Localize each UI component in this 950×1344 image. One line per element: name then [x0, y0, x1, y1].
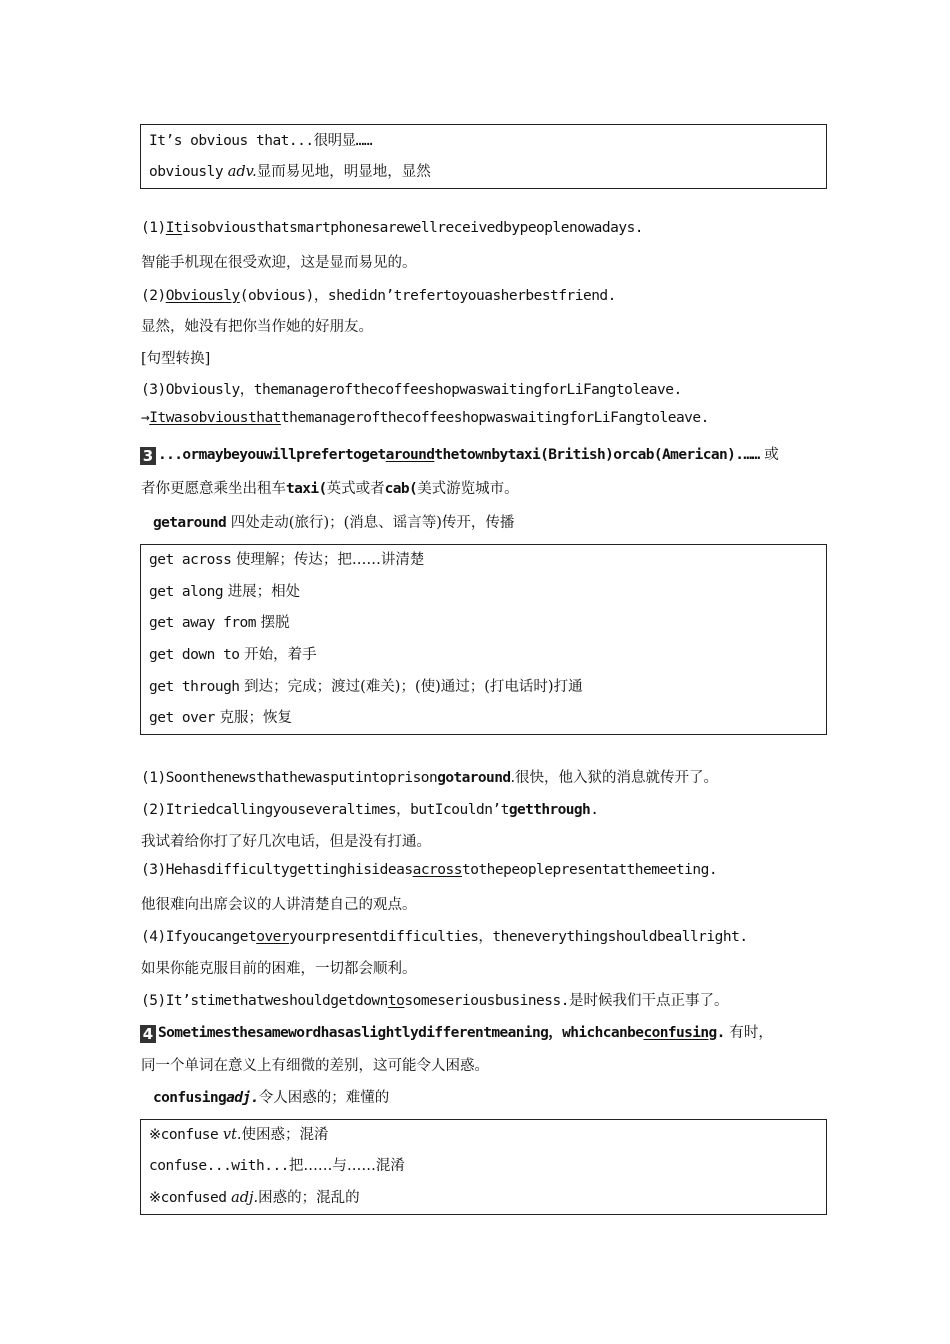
- translation-line: 我试着给你打了好几次电话，但是没有打通。: [141, 834, 431, 850]
- underlined-word: around: [385, 447, 435, 463]
- example-line: (5)It’stimethatweshouldgetdowntosomeseriousbusiness.是时候我们干点正事了。: [141, 993, 729, 1009]
- phrase-row: get along 进展；相处: [149, 584, 301, 600]
- translation-line: 如果你能克服目前的困难，一切都会顺利。: [141, 961, 417, 977]
- item-heading-continued: 同一个单词在意义上有细微的差别，这可能令人困惑。: [141, 1058, 489, 1074]
- example-line: →ItwasobviousthatthemanagerofthecoffeeshopwaswaitingforLiFangtoleave.: [141, 410, 709, 426]
- box-line: ※confused adj.困惑的；混乱的: [149, 1190, 360, 1206]
- arrow-icon: →: [141, 410, 150, 426]
- answer-blank: Obviously: [165, 288, 240, 304]
- item-heading: 3 ...ormaybeyouwillprefertogetaroundthetownbytaxi(British)orcab(American).…… 或: [140, 443, 779, 465]
- section-label: [句型转换]: [141, 351, 211, 367]
- box-line: ※confuse vt.使困惑；混淆: [149, 1127, 329, 1143]
- example-line: (2)Obviously(obvious)，shedidn’trefertoyouasherbestfriend.: [141, 288, 616, 304]
- example-line: (3)Obviously，themanagerofthecoffeeshopwaswaitingforLiFangtoleave.: [141, 382, 682, 398]
- definition-box-confuse: [140, 1119, 827, 1215]
- item-number-badge: 3: [140, 447, 156, 465]
- part-of-speech: adv.: [227, 164, 257, 180]
- phrase-definition: [153, 1086, 389, 1107]
- answer-blank: Itwasobviousthat: [149, 410, 281, 426]
- translation-line: 他很难向出席会议的人讲清楚自己的观点。: [141, 897, 417, 913]
- underlined-word: confusing: [643, 1025, 717, 1041]
- item-heading: 4 Sometimesthesamewordhasaslightlydifferentmeaning，whichcanbeconfusing. 有时，: [140, 1021, 773, 1043]
- answer-blank: across: [412, 862, 462, 878]
- phrase-row: get over 克服；恢复: [149, 710, 292, 726]
- meaning: 显而易见地，明显地，显然: [256, 164, 431, 180]
- phrase-row: get across 使理解；传达；把……讲清楚: [149, 552, 425, 568]
- meaning: 令人困惑的；难懂的: [258, 1090, 390, 1106]
- answer-blank: to: [387, 993, 405, 1009]
- meaning: 四处走动(旅行)；(消息、谣言等)传开，传播: [230, 515, 515, 531]
- phrase-row: get down to 开始，着手: [149, 647, 317, 663]
- part-of-speech: adj.: [226, 1090, 259, 1106]
- word: obviously: [149, 164, 224, 180]
- phrase-row: get through 到达；完成；渡过(难关)；(使)通过；(打电话时)打通: [149, 679, 583, 695]
- translation-line: 显然，她没有把你当作她的好朋友。: [141, 319, 373, 335]
- phrase: getaround: [153, 515, 227, 531]
- phrase-row: get away from 摆脱: [149, 615, 290, 631]
- box-line: It’s obvious that...很明显……: [149, 133, 373, 149]
- answer-blank: It: [165, 220, 183, 236]
- item-number-badge: 4: [140, 1025, 156, 1043]
- example-line: (2)Itriedcallingyouseveraltimes，butIcouldn’tgetthrough.: [141, 802, 599, 818]
- box-line: [149, 160, 431, 181]
- translation-line: 智能手机现在很受欢迎，这是显而易见的。: [141, 255, 417, 271]
- example-line: (4)Ifyoucangetoveryourpresentdifficulties，theneverythingshouldbeallright.: [141, 929, 748, 945]
- box-line: confuse...with...把……与……混淆: [149, 1158, 405, 1174]
- example-line: (1)Itisobviousthatsmartphonesarewellreceivedbypeoplenowadays.: [141, 220, 644, 236]
- answer-blank: over: [256, 929, 290, 945]
- item-heading-continued: 者你更愿意乘坐出租车taxi(英式或者cab(美式游览城市。: [141, 481, 519, 497]
- definition-box-obvious: [140, 124, 827, 189]
- phrase-list-box: [140, 544, 827, 735]
- phrase: confusing: [153, 1090, 227, 1106]
- example-line: (1)Soonthenewsthathewasputintoprisongotaround.很快，他入狱的消息就传开了。: [141, 770, 719, 786]
- phrase-definition: [153, 511, 514, 532]
- example-line: (3)Hehasdifficultygettinghisideasacrosstothepeoplepresentatthemeeting.: [141, 862, 718, 878]
